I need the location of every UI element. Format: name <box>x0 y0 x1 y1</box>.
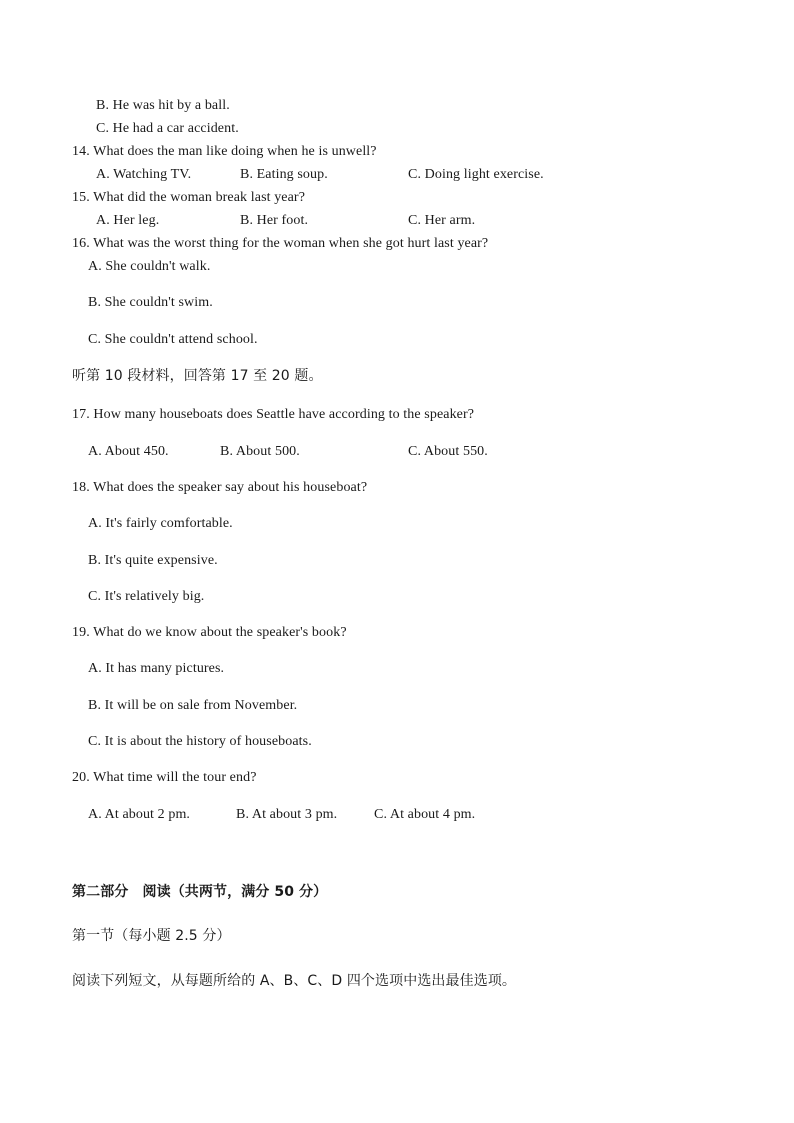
question-17-option-c: C. About 550. <box>408 444 488 459</box>
question-20-option-c: C. At about 4 pm. <box>374 807 476 822</box>
question-17-stem: 17. How many houseboats does Seattle have according to the speaker? <box>72 407 475 422</box>
question-14-option-c: C. Doing light exercise. <box>408 167 544 182</box>
q13-option-c: C. He had a car accident. <box>96 121 239 136</box>
question-16-option-b: B. She couldn't swim. <box>88 295 213 310</box>
question-18-option-a: A. It's fairly comfortable. <box>88 516 233 531</box>
question-20-option-a: A. At about 2 pm. <box>88 807 191 822</box>
question-14-option-b: B. Eating soup. <box>240 167 328 182</box>
question-19-option-b: B. It will be on sale from November. <box>88 698 298 713</box>
question-14-stem: 14. What does the man like doing when he is unwell? <box>72 144 377 159</box>
question-14-option-a: A. Watching TV. <box>96 167 192 182</box>
question-15-stem: 15. What did the woman break last year? <box>72 190 306 205</box>
question-20-stem: 20. What time will the tour end? <box>72 770 257 785</box>
question-20-option-b: B. At about 3 pm. <box>236 807 338 822</box>
q13-option-b: B. He was hit by a ball. <box>96 98 230 113</box>
question-17-option-a: A. About 450. <box>88 444 169 459</box>
question-16-option-a: A. She couldn't walk. <box>88 259 211 274</box>
question-16-option-c: C. She couldn't attend school. <box>88 332 258 347</box>
question-16-stem: 16. What was the worst thing for the woman when she got hurt last year? <box>72 236 489 251</box>
question-19-option-a: A. It has many pictures. <box>88 661 225 676</box>
question-19-option-c: C. It is about the history of houseboats. <box>88 734 312 749</box>
question-18-option-c: C. It's relatively big. <box>88 589 205 604</box>
part-2-section-1-heading: 第一节（每小题 2.5 分） <box>72 928 231 944</box>
question-18-stem: 18. What does the speaker say about his houseboat? <box>72 480 368 495</box>
question-17-option-b: B. About 500. <box>220 444 300 459</box>
question-15-option-a: A. Her leg. <box>96 213 160 228</box>
question-15-option-b: B. Her foot. <box>240 213 309 228</box>
question-18-option-b: B. It's quite expensive. <box>88 553 218 568</box>
question-15-option-c: C. Her arm. <box>408 213 476 228</box>
part-2-instruction: 阅读下列短文，从每题所给的 A、B、C、D 四个选项中选出最佳选项。 <box>72 973 517 989</box>
section-10-instruction: 听第 10 段材料，回答第 17 至 20 题。 <box>72 368 323 384</box>
question-19-stem: 19. What do we know about the speaker's book? <box>72 625 347 640</box>
part-2-title: 第二部分 阅读（共两节，满分 50 分） <box>72 884 328 900</box>
